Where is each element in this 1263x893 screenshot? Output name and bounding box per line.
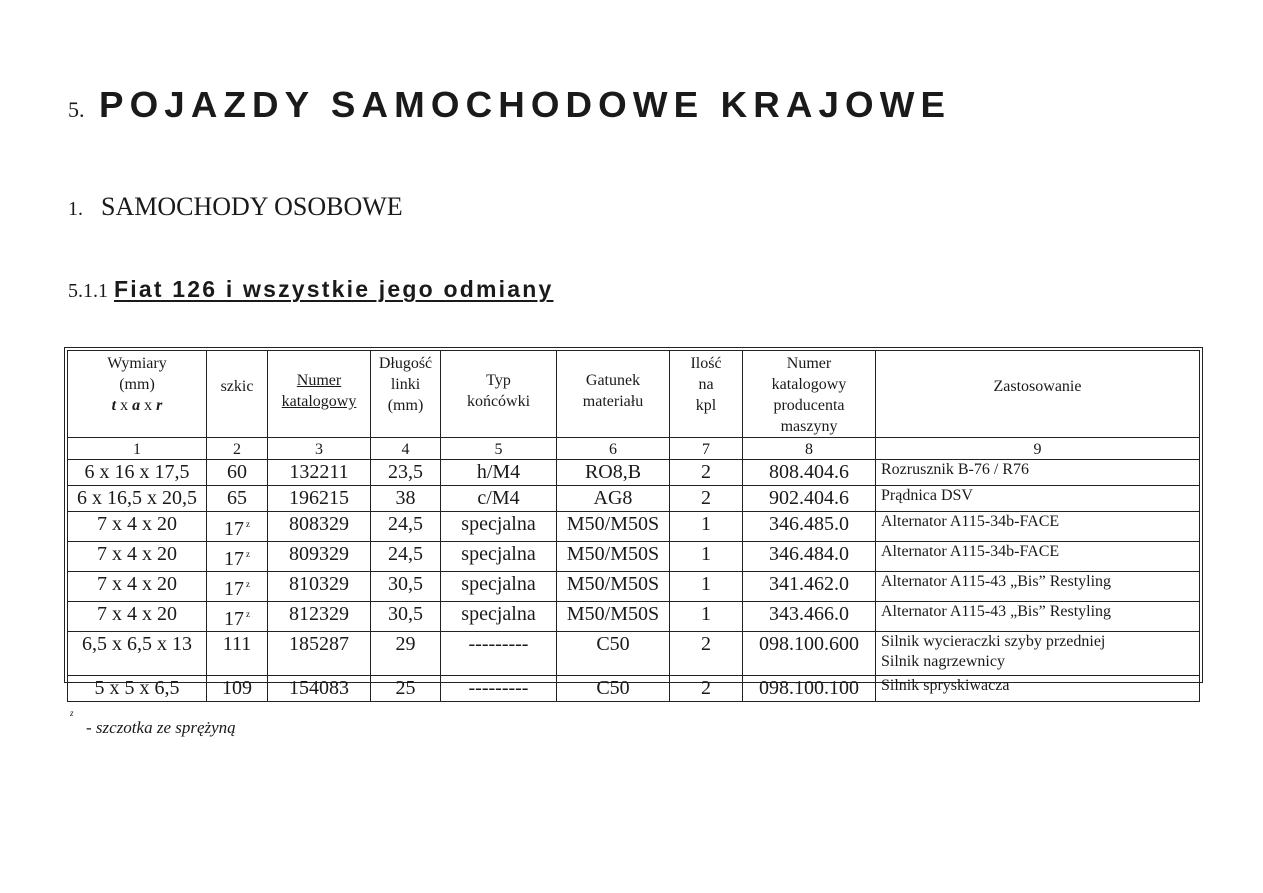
header-dlugosc-line2: linki [390, 376, 421, 393]
header-dlugosc-line3: (mm) [387, 397, 424, 414]
row-ilosc: 2 [670, 676, 743, 702]
subsection-heading [68, 192, 403, 222]
formula-a: a [132, 397, 141, 414]
row-gatunek: RO8,B [557, 460, 670, 486]
section-heading [68, 84, 951, 126]
table-row [68, 602, 1200, 632]
row-numer: 154083 [268, 676, 371, 702]
zastosowanie-line: Alternator A115-34b-FACE [881, 543, 1060, 560]
row-numer: 810329 [268, 572, 371, 602]
section-title: POJAZDY SAMOCHODOWE KRAJOWE [98, 84, 951, 125]
zastosowanie-line: Prądnica DSV [881, 487, 973, 504]
row-numer-producenta: 346.484.0 [743, 542, 876, 572]
row-szkic-value: 60 [227, 461, 247, 483]
header-dlugosc-line1: Długość [378, 355, 433, 372]
table-row [68, 460, 1200, 486]
column-number-row [68, 438, 1200, 460]
row-numer-producenta: 098.100.100 [743, 676, 876, 702]
row-gatunek: C50 [557, 676, 670, 702]
row-numer: 185287 [268, 632, 371, 676]
header-producenta-line3: producenta [773, 397, 845, 414]
row-szkic [207, 572, 268, 602]
row-szkic-value: 109 [222, 677, 252, 699]
formula-x2: x [144, 397, 153, 414]
header-producenta-line4: maszyny [780, 418, 838, 435]
row-ilosc: 2 [670, 460, 743, 486]
table-row [68, 676, 1200, 702]
row-typ: specjalna [441, 542, 557, 572]
row-typ: specjalna [441, 572, 557, 602]
header-wymiary [68, 351, 207, 438]
parts-table-body [68, 460, 1200, 702]
row-zastosowanie [876, 632, 1200, 676]
row-szkic [207, 542, 268, 572]
row-gatunek: M50/M50S [557, 512, 670, 542]
row-dlugosc: 23,5 [371, 460, 441, 486]
row-numer-producenta: 346.485.0 [743, 512, 876, 542]
header-numer [268, 351, 371, 438]
parts-table [67, 350, 1200, 702]
header-dlugosc [371, 351, 441, 438]
row-dlugosc: 38 [371, 486, 441, 512]
row-dlugosc: 24,5 [371, 512, 441, 542]
row-numer-producenta: 341.462.0 [743, 572, 876, 602]
row-ilosc: 1 [670, 602, 743, 632]
row-wymiary: 7 x 4 x 20 [68, 542, 207, 572]
row-zastosowanie [876, 460, 1200, 486]
row-szkic-value: 111 [222, 633, 252, 655]
column-number: 3 [268, 438, 371, 460]
row-wymiary: 5 x 5 x 6,5 [68, 676, 207, 702]
table-row [68, 542, 1200, 572]
row-gatunek: C50 [557, 632, 670, 676]
formula-t: t [111, 397, 117, 414]
row-ilosc: 1 [670, 512, 743, 542]
header-numer-line2: katalogowy [281, 393, 357, 410]
row-gatunek: AG8 [557, 486, 670, 512]
header-ilosc-line3: kpl [695, 397, 717, 414]
column-number: 8 [743, 438, 876, 460]
header-szkic: szkic [207, 351, 268, 438]
footnote-mark-ref: z [246, 609, 250, 619]
subsubsection-number: 5.1.1 [68, 280, 108, 302]
row-gatunek: M50/M50S [557, 572, 670, 602]
zastosowanie-line: Silnik spryskiwacza [881, 677, 1010, 694]
zastosowanie-line: Alternator A115-43 „Bis” Restyling [881, 573, 1112, 590]
row-zastosowanie [876, 512, 1200, 542]
row-dlugosc: 30,5 [371, 602, 441, 632]
column-number: 9 [876, 438, 1200, 460]
header-producenta-line1: Numer [786, 355, 832, 372]
table-row [68, 572, 1200, 602]
row-szkic [207, 512, 268, 542]
table-row [68, 632, 1200, 676]
row-wymiary: 6,5 x 6,5 x 13 [68, 632, 207, 676]
header-typ-line1: Typ [486, 372, 511, 389]
row-wymiary: 6 x 16,5 x 20,5 [68, 486, 207, 512]
header-ilosc-line2: na [698, 376, 714, 393]
subsubsection-title: Fiat 126 i wszystkie jego odmiany [114, 276, 554, 302]
table-row [68, 486, 1200, 512]
row-zastosowanie [876, 676, 1200, 702]
row-numer: 812329 [268, 602, 371, 632]
subsubsection-heading [68, 276, 553, 303]
row-ilosc: 2 [670, 486, 743, 512]
row-szkic-value: 65 [227, 487, 247, 509]
row-typ: c/M4 [441, 486, 557, 512]
column-number: 5 [441, 438, 557, 460]
row-szkic [207, 632, 268, 676]
row-dlugosc: 30,5 [371, 572, 441, 602]
header-gatunek-line2: materiału [582, 393, 644, 410]
row-numer-producenta: 808.404.6 [743, 460, 876, 486]
header-gatunek-line1: Gatunek [585, 372, 641, 389]
zastosowanie-line: Rozrusznik B-76 / R76 [881, 461, 1029, 478]
formula-r: r [156, 397, 163, 414]
row-wymiary: 7 x 4 x 20 [68, 602, 207, 632]
header-numer-line1: Numer [296, 372, 342, 389]
row-zastosowanie [876, 602, 1200, 632]
header-numer-producenta [743, 351, 876, 438]
table-row [68, 512, 1200, 542]
row-ilosc: 1 [670, 572, 743, 602]
footnote-mark: z [70, 708, 74, 718]
header-producenta-line2: katalogowy [771, 376, 847, 393]
footnote-text: - szczotka ze sprężyną [86, 718, 236, 737]
row-typ: specjalna [441, 512, 557, 542]
row-typ: --------- [441, 676, 557, 702]
zastosowanie-line: Silnik wycieraczki szyby przedniej [881, 633, 1106, 650]
row-typ: specjalna [441, 602, 557, 632]
header-wymiary-line2: (mm) [119, 376, 155, 393]
zastosowanie-line: Silnik nagrzewnicy [881, 653, 1005, 670]
row-zastosowanie [876, 572, 1200, 602]
row-numer: 132211 [268, 460, 371, 486]
formula-x1: x [120, 397, 129, 414]
header-ilosc-line1: Ilość [690, 355, 722, 372]
zastosowanie-line: Alternator A115-43 „Bis” Restyling [881, 603, 1112, 620]
row-dlugosc: 29 [371, 632, 441, 676]
header-typ [441, 351, 557, 438]
zastosowanie-line: Alternator A115-34b-FACE [881, 513, 1060, 530]
row-dlugosc: 25 [371, 676, 441, 702]
footnote-mark-ref: z [246, 519, 250, 529]
row-wymiary: 7 x 4 x 20 [68, 512, 207, 542]
row-gatunek: M50/M50S [557, 602, 670, 632]
footnote-mark-ref: z [246, 579, 250, 589]
row-zastosowanie [876, 486, 1200, 512]
header-row [68, 351, 1200, 438]
column-number: 7 [670, 438, 743, 460]
row-wymiary: 7 x 4 x 20 [68, 572, 207, 602]
row-typ: --------- [441, 632, 557, 676]
row-numer-producenta: 343.466.0 [743, 602, 876, 632]
row-ilosc: 2 [670, 632, 743, 676]
footnote-mark-ref: z [246, 549, 250, 559]
row-dlugosc: 24,5 [371, 542, 441, 572]
row-szkic-value: 17 [224, 578, 244, 600]
subsection-number: 1. [68, 198, 83, 220]
row-szkic [207, 676, 268, 702]
parts-table-frame [64, 347, 1203, 699]
row-ilosc: 1 [670, 542, 743, 572]
row-numer: 196215 [268, 486, 371, 512]
column-number: 6 [557, 438, 670, 460]
row-szkic-value: 17 [224, 548, 244, 570]
row-szkic [207, 602, 268, 632]
column-number: 1 [68, 438, 207, 460]
row-typ: h/M4 [441, 460, 557, 486]
header-typ-line2: końcówki [466, 393, 531, 410]
row-szkic-value: 17 [224, 518, 244, 540]
row-szkic [207, 486, 268, 512]
row-numer-producenta: 902.404.6 [743, 486, 876, 512]
header-zastosowanie: Zastosowanie [876, 351, 1200, 438]
column-number: 2 [207, 438, 268, 460]
row-szkic-value: 17 [224, 608, 244, 630]
header-wymiary-formula [70, 395, 204, 416]
column-number: 4 [371, 438, 441, 460]
row-numer: 809329 [268, 542, 371, 572]
row-gatunek: M50/M50S [557, 542, 670, 572]
row-numer: 808329 [268, 512, 371, 542]
row-numer-producenta: 098.100.600 [743, 632, 876, 676]
subsection-title: SAMOCHODY OSOBOWE [101, 192, 403, 221]
row-wymiary: 6 x 16 x 17,5 [68, 460, 207, 486]
header-wymiary-line1: Wymiary [107, 355, 167, 372]
header-gatunek [557, 351, 670, 438]
row-zastosowanie [876, 542, 1200, 572]
row-szkic [207, 460, 268, 486]
section-number: 5. [68, 97, 85, 122]
header-ilosc [670, 351, 743, 438]
